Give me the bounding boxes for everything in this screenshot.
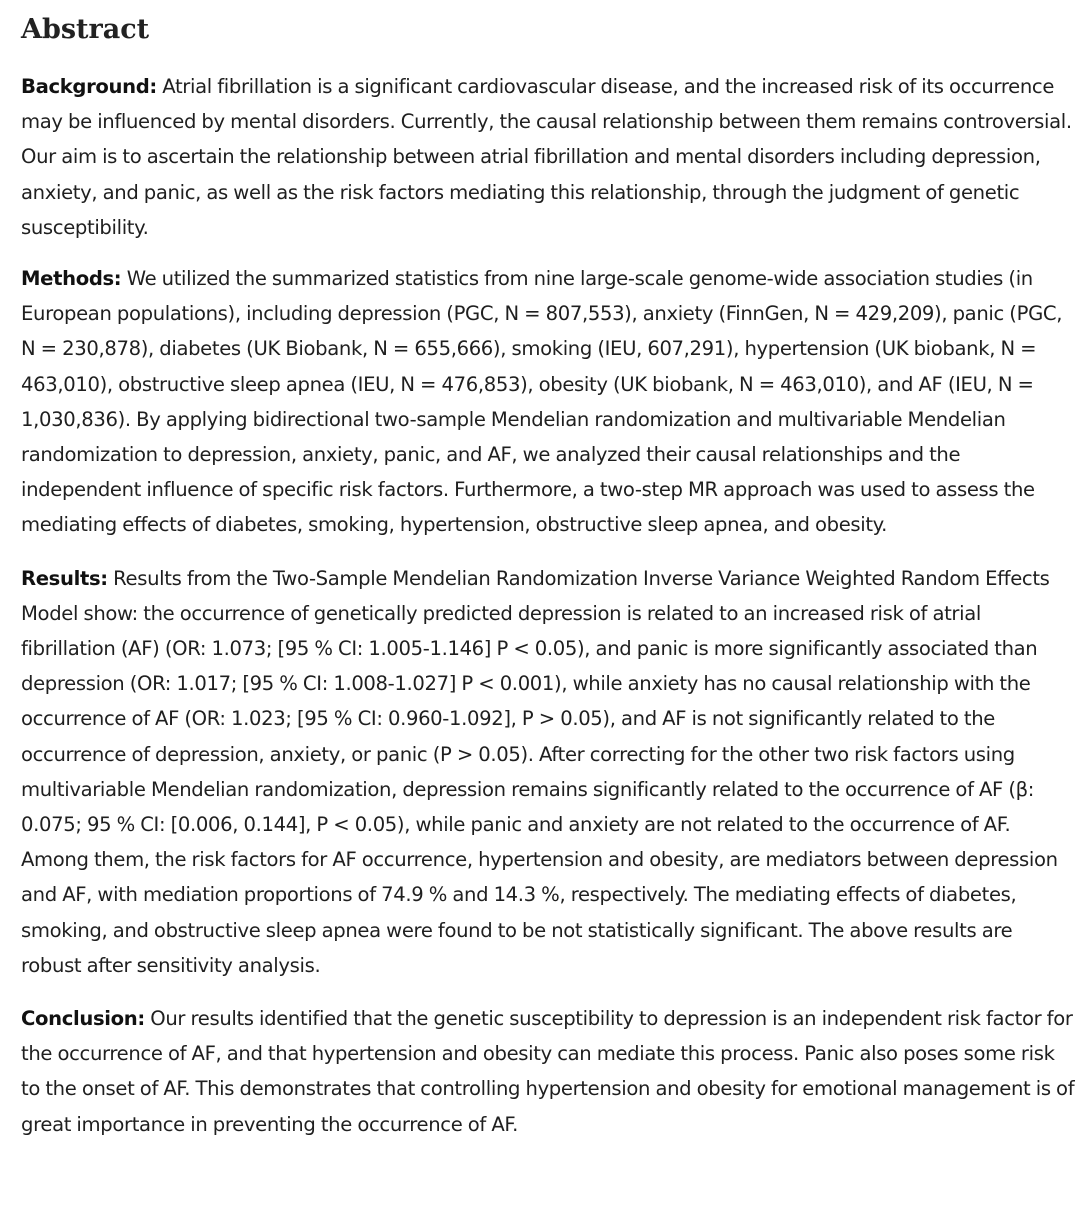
methods-paragraph (21, 261, 1077, 543)
background-paragraph (21, 69, 1077, 245)
methods-label: Methods: (21, 267, 122, 291)
background-text: Atrial fibrillation is a significant cardiovascular disease, and the increased risk of its occurrence may be influenced by mental disorders. Currently, the causal relationship between them remains controversial. Our aim is to ascertain the relationship between atrial fibrillation and mental disorders including depression, anxiety, and panic, as well as the risk factors mediating this relationship, through the judgment of genetic susceptibility. (21, 75, 1072, 239)
conclusion-paragraph (21, 1001, 1077, 1142)
results-paragraph (21, 561, 1077, 983)
conclusion-label: Conclusion: (21, 1007, 145, 1031)
background-label: Background: (21, 75, 157, 98)
results-label: Results: (21, 566, 108, 590)
conclusion-text: Our results identified that the genetic susceptibility to depression is an independent risk factor for the occurrence of AF, and that hypertension and obesity can mediate this process. Panic also poses some risk to the onset of AF. This demonstrates that controlling hypertension and obesity for emotional management is of great importance in preventing the occurrence of AF. (21, 1007, 1075, 1136)
results-text: Results from the Two-Sample Mendelian Randomization Inverse Variance Weighted Random Effects Model show: the occurrence of genetically predicted depression is related to an increased risk of atrial fibrillation (AF) (OR: 1.073; [95 % CI: 1.005-1.146] P < 0.05), and panic is more significantly associated than depression (OR: 1.017; [95 % CI: 1.008-1.027] P < 0.001), while anxiety has no causal relationship with the occurrence of AF (OR: 1.023; [95 % CI: 0.960-1.092], P > 0.05), and AF is not significantly related to the occurrence of depression, anxiety, or panic (P > 0.05). After correcting for the other two risk factors using multivariable Mendelian randomization, depression remains significantly related to the occurrence of AF (β: 0.075; 95 % CI: [0.006, 0.144], P < 0.05), while panic and anxiety are not related to the occurrence of AF. Among them, the risk factors for AF occurrence, hypertension and obesity, are mediators between depression and AF, with mediation proportions of 74.9 % and 14.3 %, respectively. The mediating effects of diabetes, smoking, and obstructive sleep apnea were found to be not statistically significant. The above results are robust after sensitivity analysis. (21, 566, 1058, 977)
abstract-block (21, 0, 1077, 1142)
methods-text: We utilized the summarized statistics from nine large-scale genome-wide association studies (in European populations), including depression (PGC, N = 807,553), anxiety (FinnGen, N = 429,209), panic (PGC, N = 230,878), diabetes (UK Biobank, N = 655,666), smoking (IEU, 607,291), hypertension (UK biobank, N = 463,010), obstructive sleep apnea (IEU, N = 476,853), obesity (UK biobank, N = 463,010), and AF (IEU, N = 1,030,836). By applying bidirectional two-sample Mendelian randomization and multivariable Mendelian randomization to depression, anxiety, panic, and AF, we analyzed their causal relationships and the independent influence of specific risk factors. Furthermore, a two-step MR approach was used to assess the mediating effects of diabetes, smoking, hypertension, obstructive sleep apnea, and obesity. (21, 267, 1063, 537)
abstract-heading: Abstract (21, 14, 150, 45)
